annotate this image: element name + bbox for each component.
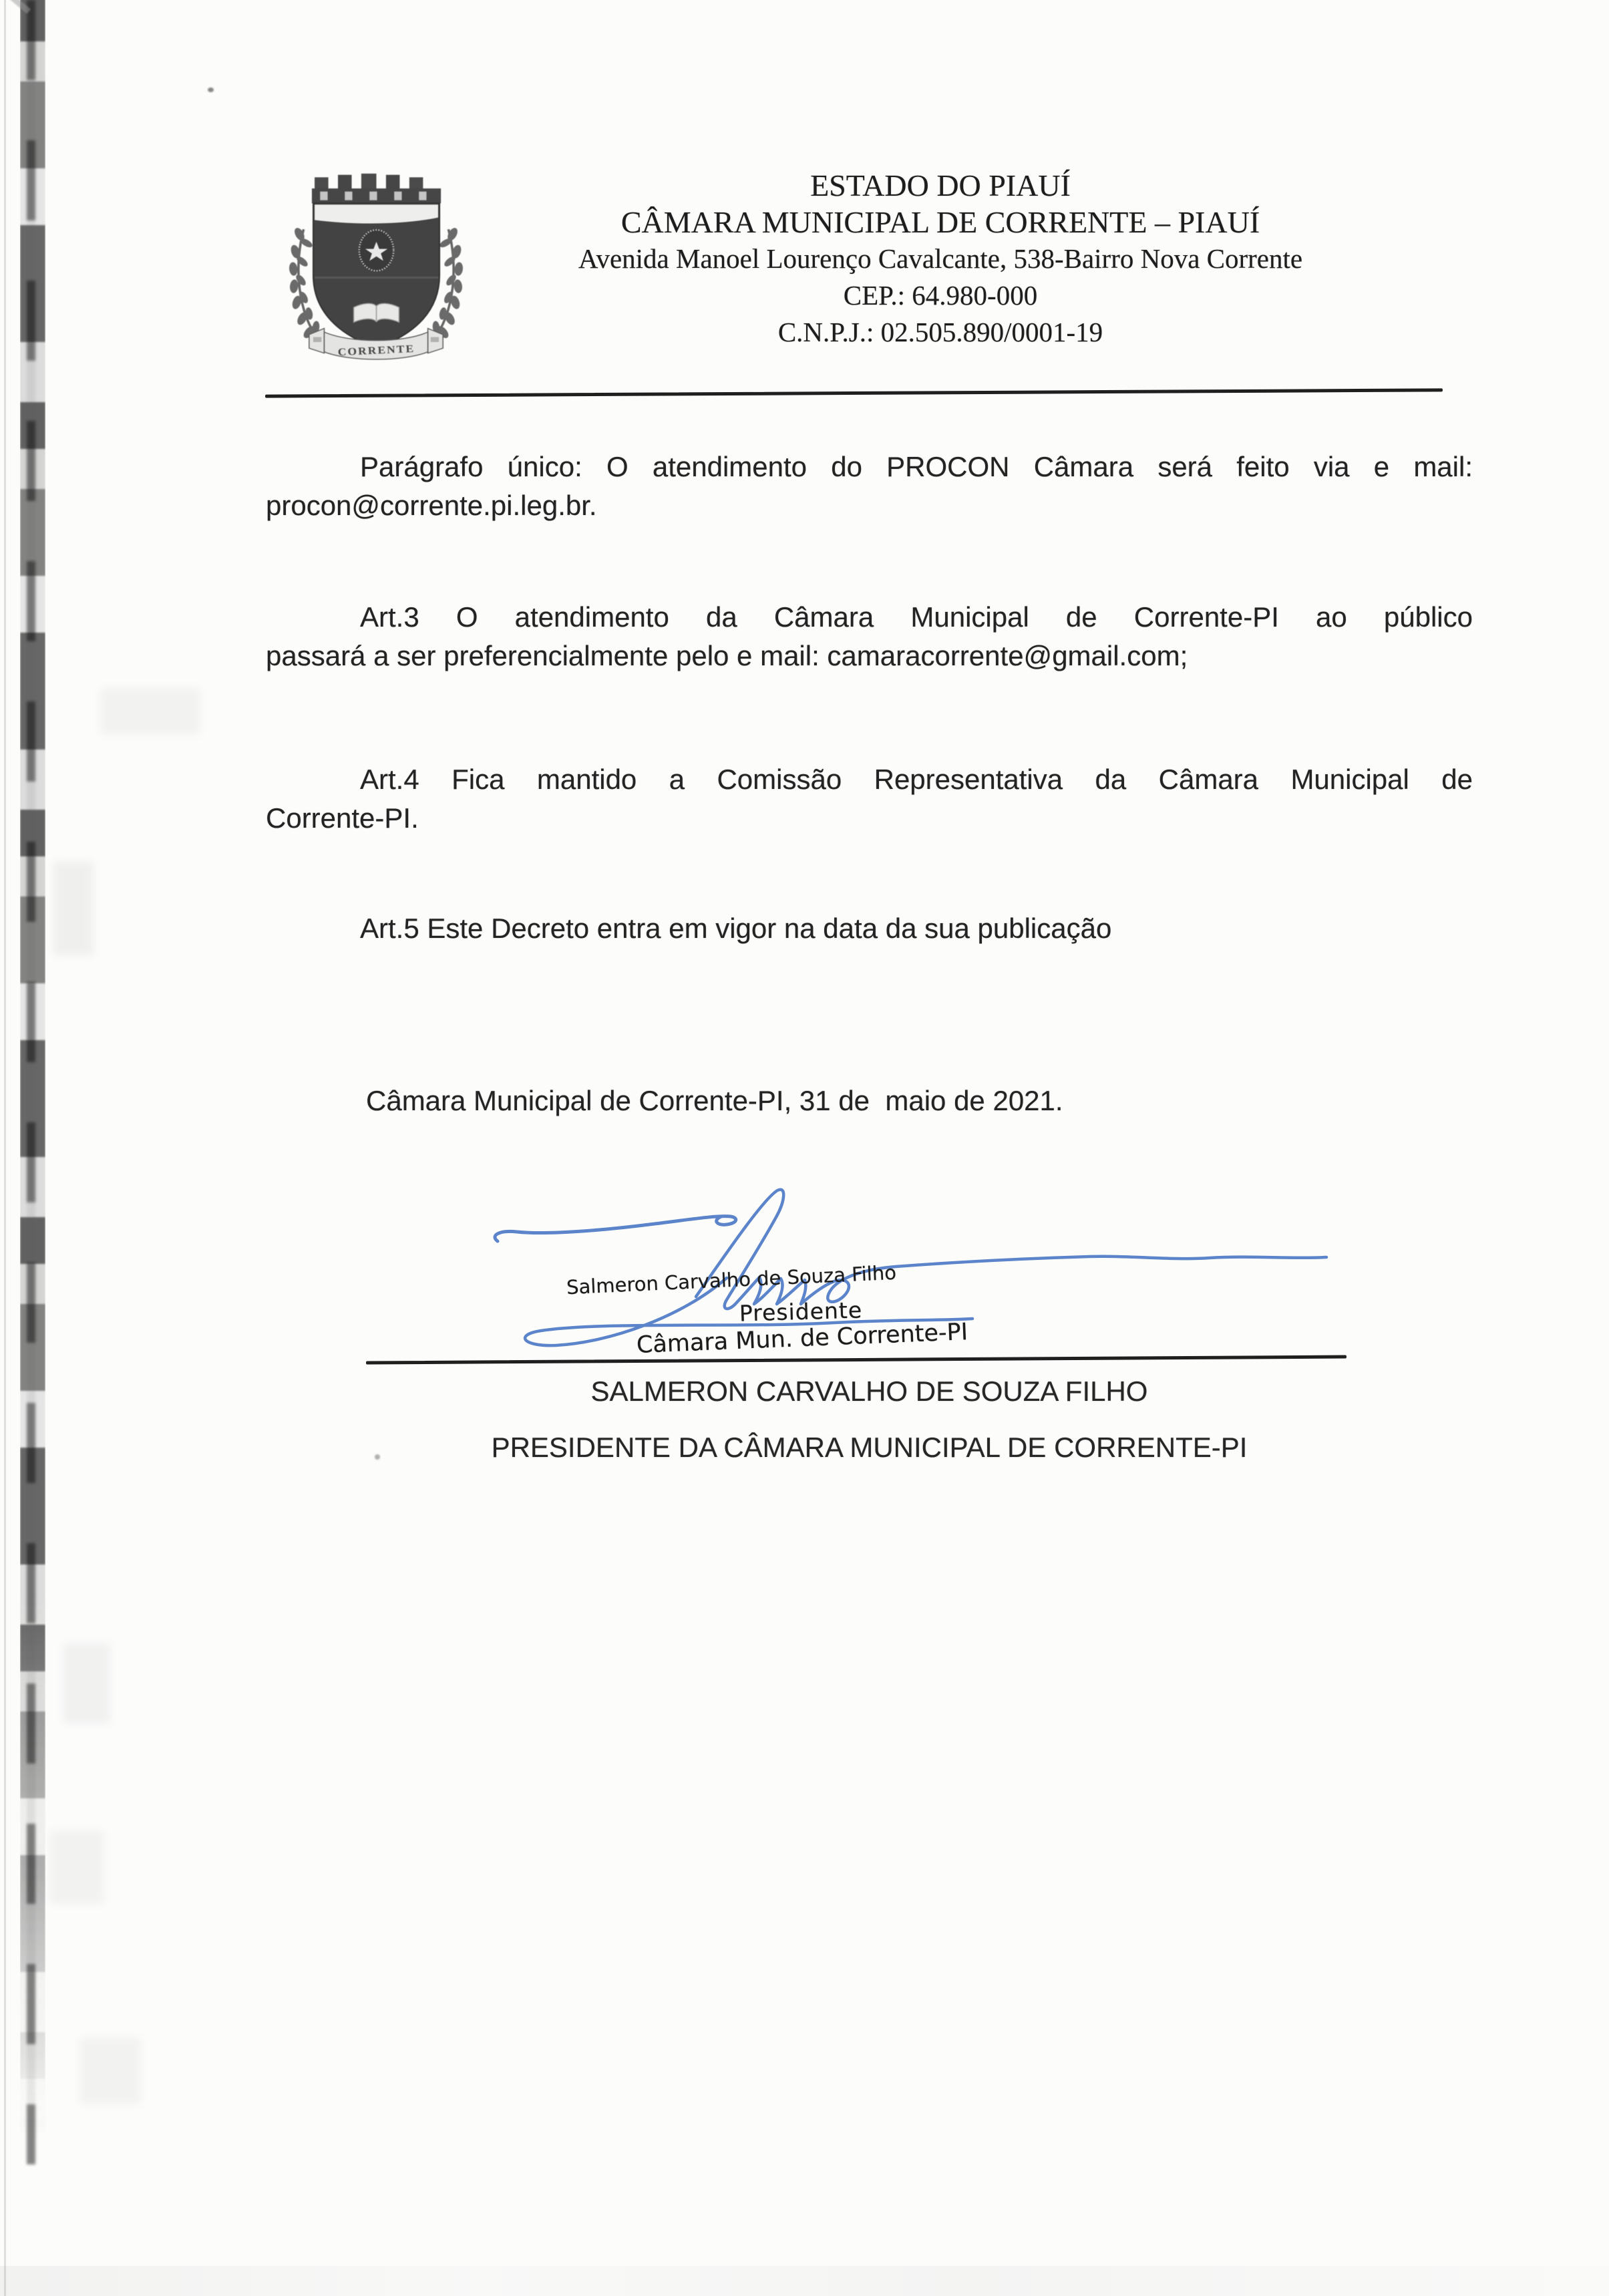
- paragraph: [266, 760, 1473, 838]
- scanner-streak-core: [27, 0, 35, 2164]
- paragraph-line: Art.5 Este Decreto entra em vigor na data da sua publicação: [360, 913, 1112, 944]
- crest-banner-text: CORRENTE: [337, 342, 415, 359]
- letterhead-org: CÂMARA MUNICIPAL DE CORRENTE – PIAUÍ: [620, 205, 1260, 239]
- paragraph-line: Art.3 O atendimento da Câmara Municipal de Corrente-PI ao público: [360, 601, 1473, 633]
- scan-smudge: [63, 1643, 110, 1724]
- letterhead-cnpj: C.N.P.J.: 02.505.890/0001-19: [777, 317, 1103, 347]
- paragraph: [266, 909, 1473, 948]
- stamp-org: Câmara Mun. de Corrente-PI: [636, 1319, 968, 1359]
- scan-smudge: [53, 862, 94, 955]
- paragraph: [266, 448, 1473, 525]
- ink-speck: [208, 88, 214, 92]
- scan-smudge: [80, 2037, 140, 2104]
- header-divider: [265, 388, 1443, 397]
- letterhead-cep: CEP.: 64.980-000: [843, 280, 1038, 311]
- letterhead-address: Avenida Manoel Lourenço Cavalcante, 538-Bairro Nova Corrente: [578, 243, 1303, 274]
- signature-stroke: [696, 1190, 1326, 1309]
- paragraph-line: Parágrafo único: O atendimento do PROCON Câmara será feito via e mail:: [360, 451, 1473, 482]
- dateline: Câmara Municipal de Corrente-PI, 31 de maio de 2021.: [366, 1085, 1063, 1116]
- crest-shield: [313, 203, 439, 347]
- paragraph-line: Corrente-PI.: [266, 802, 419, 834]
- municipal-crest-logo: [289, 172, 464, 367]
- crest-crown: [312, 174, 441, 203]
- scan-bottom-haze: [0, 2266, 1609, 2296]
- scanner-edge-line: [4, 0, 6, 2296]
- signer-typed-name: SALMERON CARVALHO DE SOUZA FILHO: [590, 1375, 1148, 1407]
- stamp-role: Presidente: [739, 1297, 863, 1327]
- paragraph-line: Art.4 Fica mantido a Comissão Representativa da Câmara Municipal de: [360, 764, 1473, 795]
- paragraph-line: procon@corrente.pi.leg.br.: [266, 490, 597, 521]
- stamp-name: Salmeron Carvalho de Souza Filho: [566, 1261, 897, 1299]
- scan-smudge: [50, 1830, 104, 1904]
- letterhead: [473, 167, 1408, 351]
- crest-book: [354, 303, 399, 322]
- scan-smudge: [100, 688, 200, 735]
- signer-typed-role: PRESIDENTE DA CÂMARA MUNICIPAL DE CORRENTE-PI: [491, 1432, 1248, 1463]
- paragraph: [266, 598, 1473, 675]
- signature-stroke: [495, 1216, 736, 1241]
- paragraph-line: passará a ser preferencialmente pelo e mail: camaracorrente@gmail.com;: [266, 640, 1188, 671]
- letterhead-state: ESTADO DO PIAUÍ: [810, 168, 1071, 202]
